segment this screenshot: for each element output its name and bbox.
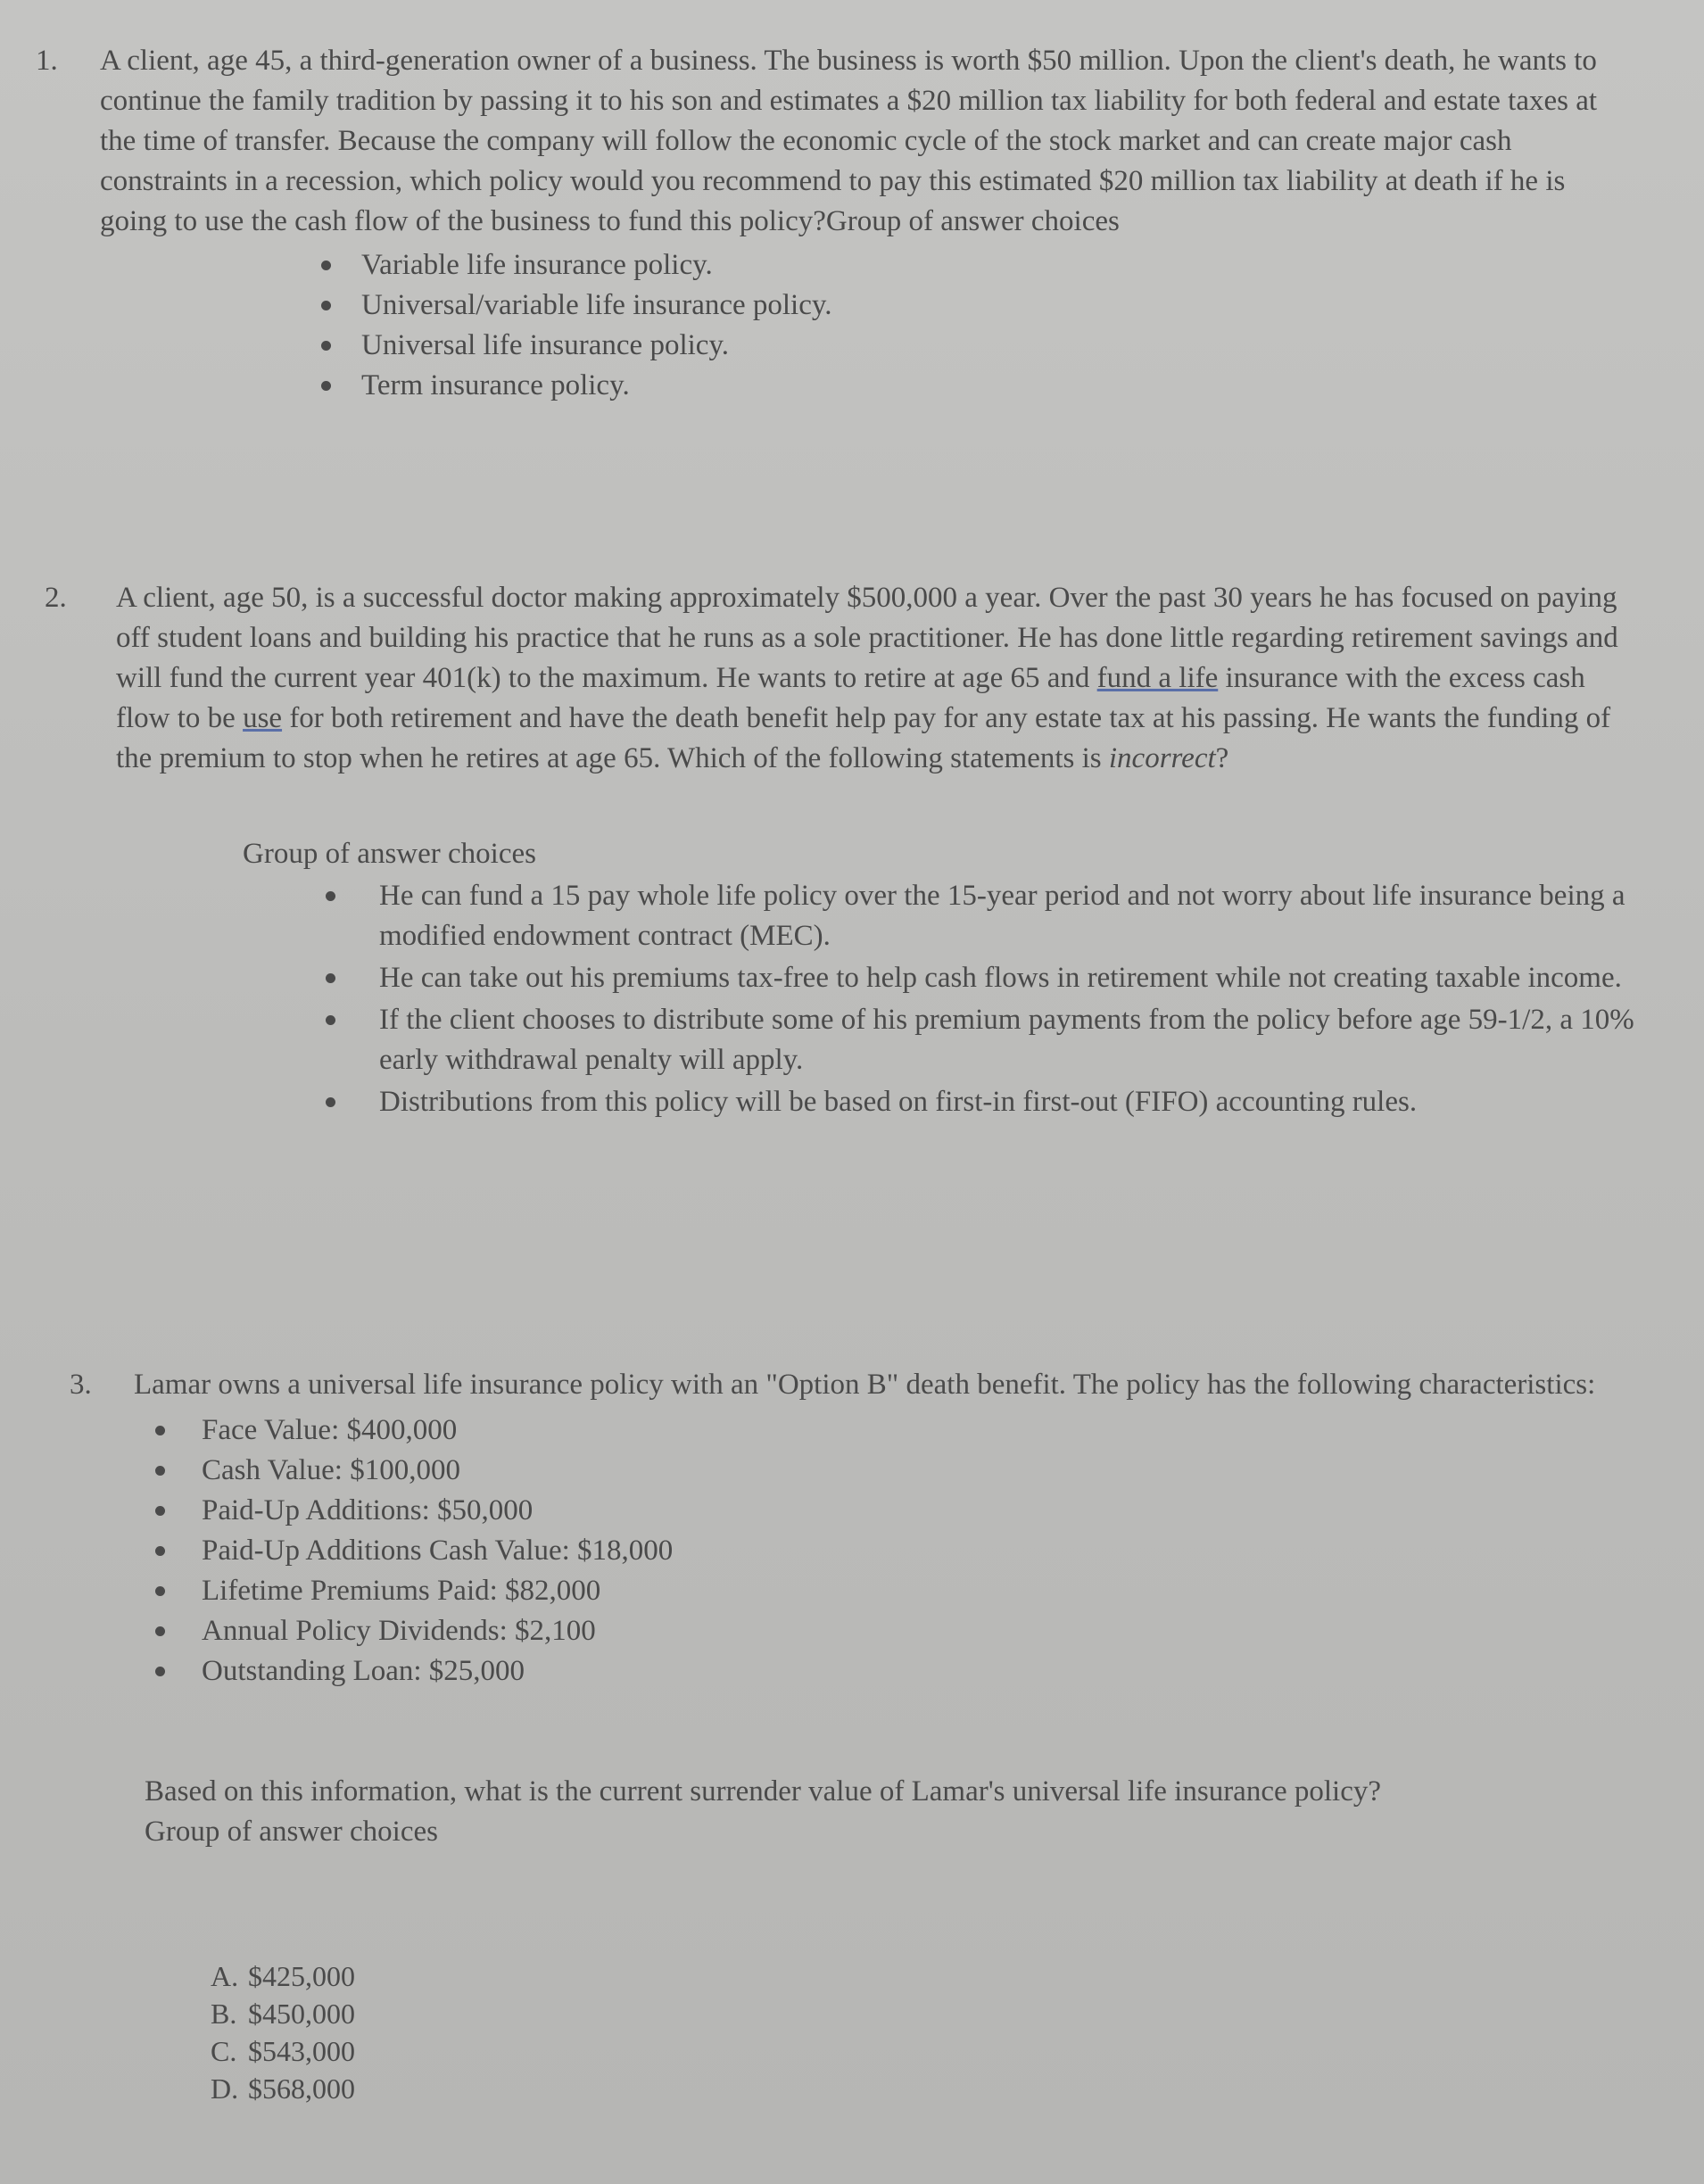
answer-choice[interactable]: If the client chooses to distribute some of his premium payments from the policy before age 59-1/2, a 10% early withdrawal penalty will apply. xyxy=(379,1000,1655,1080)
answer-choice[interactable]: Term insurance policy. xyxy=(361,366,1642,406)
question-number: 1. xyxy=(36,45,58,77)
list-item: Annual Policy Dividends: $2,100 xyxy=(202,1611,1658,1651)
bullet-icon xyxy=(155,1426,165,1435)
answer-choice[interactable]: He can fund a 15 pay whole life policy over the 15-year period and not worry about life insurance being a modified endowment contract (MEC). xyxy=(379,876,1655,956)
bullet-icon xyxy=(321,341,331,351)
group-label: Group of answer choices xyxy=(243,838,536,870)
answer-choice[interactable]: He can take out his premiums tax-free to help cash flows in retirement while not creating taxable income. xyxy=(379,958,1655,998)
question-prompt: Based on this information, what is the current surrender value of Lamar's universal life insurance policy? Group of answer choices xyxy=(145,1775,1381,1848)
question-number: 3. xyxy=(70,1369,92,1401)
question-2 xyxy=(45,578,1650,1122)
answer-choice[interactable]: Universal/variable life insurance policy. xyxy=(361,285,1642,326)
question-3 xyxy=(70,1365,1658,2107)
hyperlink[interactable]: use xyxy=(243,702,283,734)
answer-choices xyxy=(379,876,1655,1122)
emphasized-word: incorrect xyxy=(1108,742,1216,774)
answer-choice[interactable]: A. $425,000 xyxy=(211,1960,355,1992)
answer-choice[interactable]: Universal life insurance policy. xyxy=(361,326,1642,366)
question-text: A client, age 45, a third-generation owner of a business. The business is worth $50 million. Upon the client's death, he wants to continue the family tradition by passing it to his son and estimates a $20 million tax liability for both federal and estate taxes at the time of transfer. Because the company will follow the economic cycle of the stock market and can create major cash constraints in a recession, which policy would you recommend to pay this estimated $20 million tax liability at death if he is going to use the cash flow of the business to fund this policy?Group of answer choices xyxy=(100,45,1598,237)
list-item: Paid-Up Additions Cash Value: $18,000 xyxy=(202,1531,1658,1571)
answer-choice[interactable]: D. $568,000 xyxy=(211,2072,355,2105)
bullet-icon xyxy=(155,1626,165,1636)
answer-choice[interactable]: Variable life insurance policy. xyxy=(361,245,1642,285)
policy-characteristics xyxy=(202,1410,1658,1692)
bullet-icon xyxy=(155,1586,165,1596)
bullet-icon xyxy=(321,381,331,391)
hyperlink[interactable]: fund a life xyxy=(1096,662,1219,694)
group-label: Group of answer choices xyxy=(145,1816,438,1848)
bullet-icon xyxy=(326,973,335,983)
answer-choices xyxy=(211,1957,1658,2107)
answer-choice[interactable]: Distributions from this policy will be based on first-in first-out (FIFO) accounting rules. xyxy=(379,1082,1655,1122)
bullet-icon xyxy=(326,891,335,901)
bullet-icon xyxy=(155,1506,165,1516)
bullet-icon xyxy=(326,1015,335,1025)
question-text: Lamar owns a universal life insurance policy with an "Option B" death benefit. The policy has the following characteristics: xyxy=(134,1369,1596,1401)
bullet-icon xyxy=(155,1546,165,1556)
list-item: Lifetime Premiums Paid: $82,000 xyxy=(202,1571,1658,1611)
answer-choice[interactable]: B. $450,000 xyxy=(211,1998,355,2030)
list-item: Paid-Up Additions: $50,000 xyxy=(202,1491,1658,1531)
answer-choice[interactable]: C. $543,000 xyxy=(211,2035,355,2067)
bullet-icon xyxy=(321,261,331,270)
list-item: Outstanding Loan: $25,000 xyxy=(202,1651,1658,1692)
bullet-icon xyxy=(155,1667,165,1676)
question-text: A client, age 50, is a successful doctor making approximately $500,000 a year. Over the past 30 years he has focused on paying off student loans and building his practice that he runs as a sole practitioner. He has done little regarding retirement savings and will fund the current year 401(k) to the maximum. He wants to retire at age 65 and fund a life insurance with the excess cash flow to be use for both retirement and have the death benefit help pay for any estate tax at his passing. He wants the funding of the premium to stop when he retires at age 65. Which of the following statements is incorrect? xyxy=(116,582,1618,774)
list-item: Cash Value: $100,000 xyxy=(202,1451,1658,1491)
question-1 xyxy=(36,41,1642,406)
bullet-icon xyxy=(321,301,331,310)
list-item: Face Value: $400,000 xyxy=(202,1410,1658,1451)
bullet-icon xyxy=(326,1097,335,1107)
question-number: 2. xyxy=(45,582,67,614)
bullet-icon xyxy=(155,1466,165,1476)
answer-choices xyxy=(361,245,1642,406)
